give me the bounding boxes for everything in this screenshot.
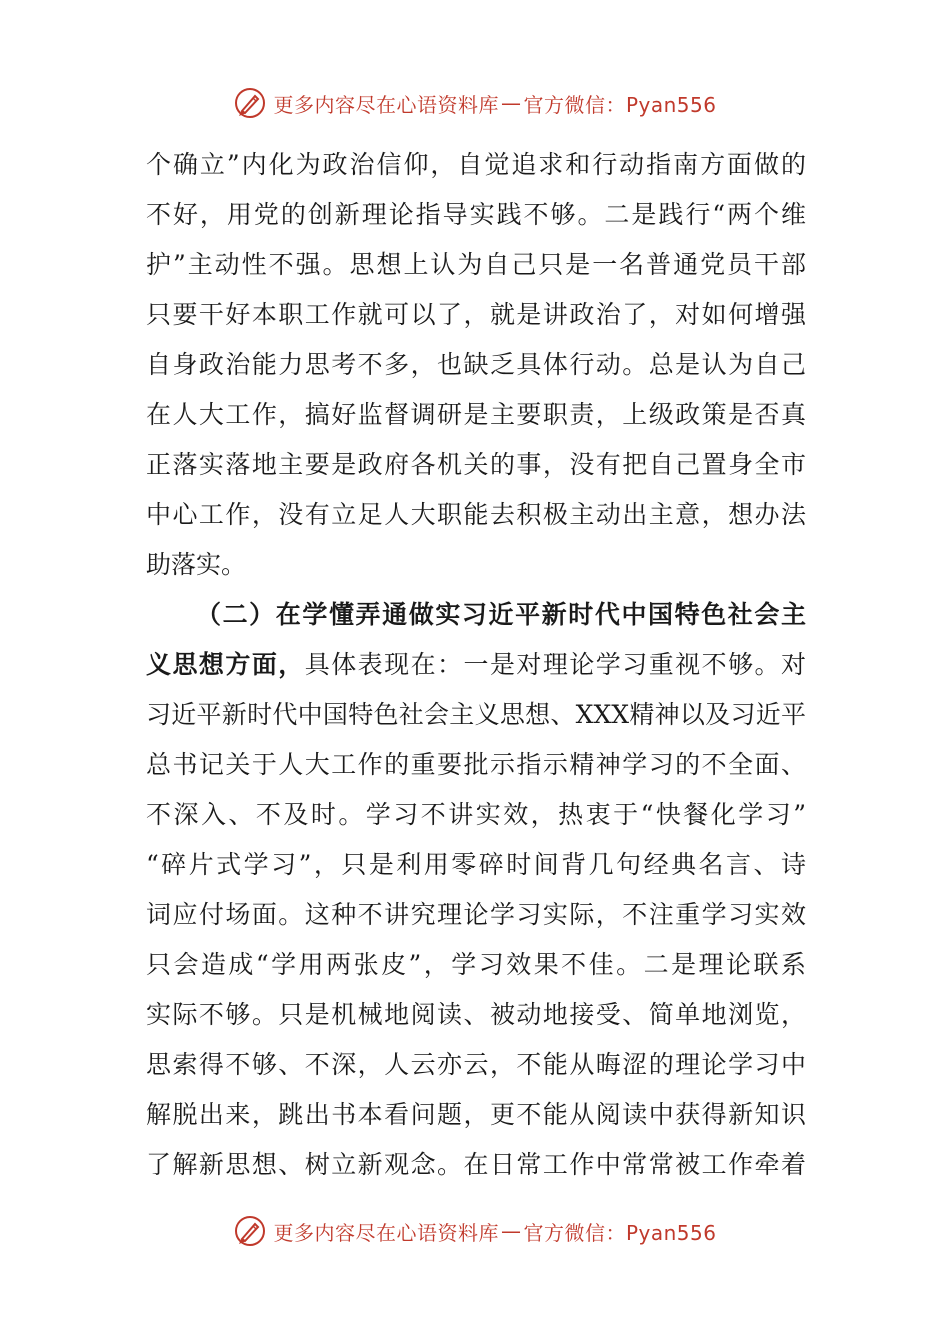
- text-line: 正落实落地主要是政府各机关的事，没有把自己置身全市: [146, 450, 806, 479]
- section-heading: （二）在学懂弄通做实习近平新时代中国特色社会主: [196, 600, 806, 629]
- text-line: “碎片式学习”，只是利用零碎时间背几句经典名言、诗: [146, 850, 806, 879]
- pen-logo-icon: [233, 86, 267, 120]
- text-line: 只会造成“学用两张皮”，学习效果不佳。二是理论联系: [146, 950, 806, 979]
- text-line: 中心工作，没有立足人大职能去积极主动出主意，想办法: [146, 500, 806, 529]
- text-line: 解脱出来，跳出书本看问题，更不能从阅读中获得新知识: [146, 1100, 806, 1129]
- text-line: 词应付场面。这种不讲究理论学习实际，不注重学习实效: [146, 900, 806, 929]
- text-line: 了解新思想、树立新观念。在日常工作中常常被工作牵着: [146, 1150, 806, 1179]
- text-line: 义思想方面，具体表现在：一是对理论学习重视不够。对: [146, 650, 806, 679]
- text-line: 习近平新时代中国特色社会主义思想、XXX精神以及习近平: [146, 700, 806, 729]
- text-line: 不深入、不及时。学习不讲实效，热衷于“快餐化学习”: [146, 800, 806, 829]
- footer-watermark: [0, 1211, 950, 1251]
- section-heading-end: 义思想方面，: [146, 650, 305, 679]
- text-line: 总书记关于人大工作的重要批示指示精神学习的不全面、: [146, 750, 806, 779]
- banner-text: 更多内容尽在心语资料库: [273, 92, 499, 117]
- text-line: 不好，用党的创新理论指导实践不够。二是践行“两个维: [146, 200, 806, 229]
- pen-logo-icon: [233, 1214, 267, 1248]
- text-line: 只要干好本职工作就可以了，就是讲政治了，对如何增强: [146, 300, 806, 329]
- banner-contact: 官方微信：Pyan556: [523, 92, 717, 117]
- document-body: [146, 140, 806, 1190]
- text-line: 助落实。: [146, 550, 247, 579]
- text-line: 思索得不够、不深，人云亦云，不能从晦涩的理论学习中: [146, 1050, 806, 1079]
- header-watermark: [0, 83, 950, 123]
- banner-text: 更多内容尽在心语资料库: [273, 1220, 499, 1245]
- text-line: 实际不够。只是机械地阅读、被动地接受、简单地浏览，: [146, 1000, 806, 1029]
- banner-contact: 官方微信：Pyan556: [523, 1220, 717, 1245]
- text-line: 护”主动性不强。思想上认为自己只是一名普通党员干部: [146, 250, 806, 279]
- text-line: 个确立”内化为政治信仰，自觉追求和行动指南方面做的: [146, 150, 806, 179]
- text-line: 自身政治能力思考不多，也缺乏具体行动。总是认为自己: [146, 350, 806, 379]
- text-line: 在人大工作，搞好监督调研是主要职责，上级政策是否真: [146, 400, 806, 429]
- banner-dash: —: [500, 1219, 522, 1243]
- banner-dash: —: [500, 91, 522, 115]
